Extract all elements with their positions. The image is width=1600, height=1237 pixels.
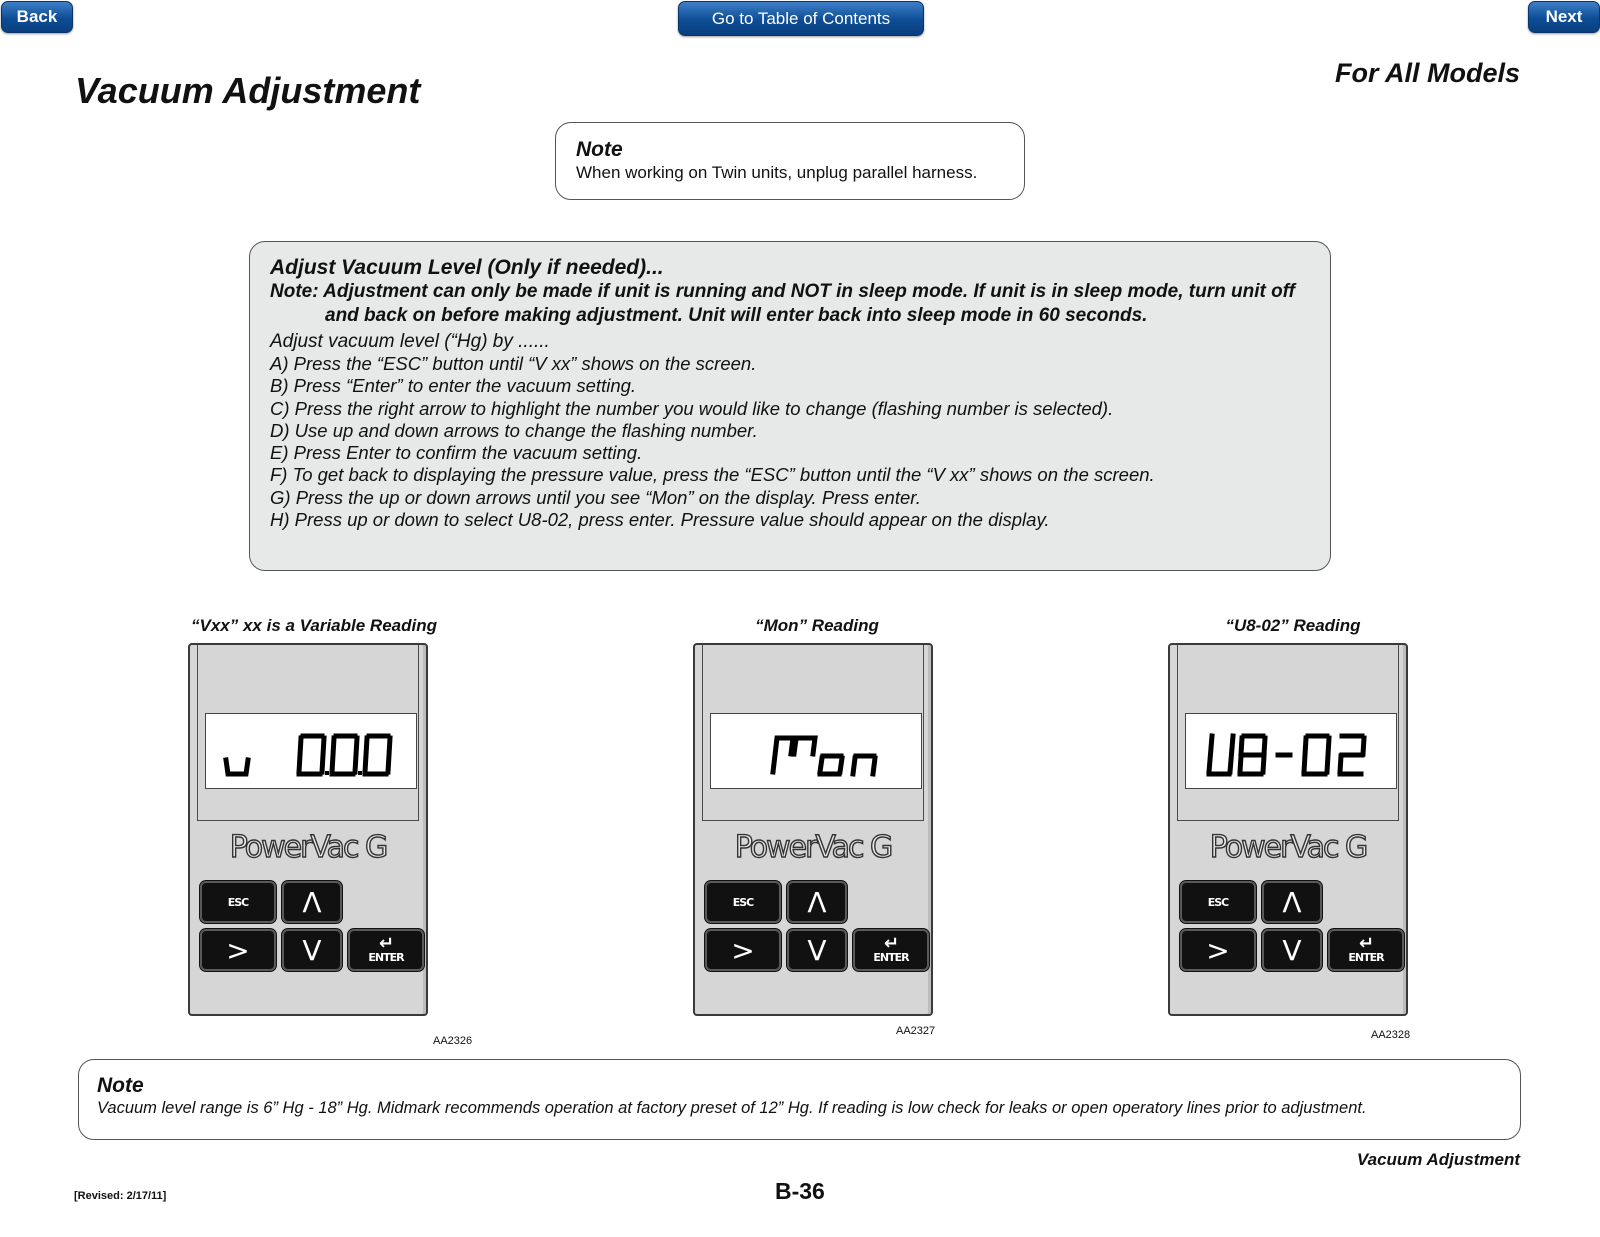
lcd-screen bbox=[1185, 713, 1397, 789]
esc-button[interactable]: ESC bbox=[200, 881, 276, 923]
models-label: For All Models bbox=[1334, 58, 1520, 88]
brand-logo: PowerVac G bbox=[229, 830, 387, 865]
figure-id: AA2326 bbox=[433, 1035, 473, 1047]
figure-id: AA2327 bbox=[896, 1025, 936, 1037]
esc-button[interactable]: ESC bbox=[1180, 881, 1256, 923]
enter-arrow-icon: ↵ bbox=[1358, 932, 1374, 954]
up-arrow-button[interactable]: Λ bbox=[282, 881, 342, 923]
enter-label: ENTER bbox=[1348, 950, 1384, 964]
down-arrow-button[interactable]: V bbox=[1262, 929, 1322, 971]
adjust-lead: Adjust vacuum level (“Hg) by ...... bbox=[270, 331, 550, 352]
up-arrow-button[interactable]: Λ bbox=[1262, 881, 1322, 923]
lcd-screen bbox=[710, 713, 922, 789]
note-text: When working on Twin units, unplug parallel harness. bbox=[576, 163, 978, 182]
right-arrow-button[interactable]: > bbox=[1180, 929, 1256, 971]
page-number: B-36 bbox=[775, 1178, 825, 1204]
next-button[interactable]: Next bbox=[1528, 1, 1600, 33]
device-u8-02 bbox=[1168, 643, 1408, 1016]
device-mon bbox=[693, 643, 933, 1016]
step-g: G) Press the up or down arrows until you see “Mon” on the display. Press enter. bbox=[270, 486, 921, 508]
enter-label: ENTER bbox=[368, 950, 404, 964]
adjust-heading: Adjust Vacuum Level (Only if needed)... bbox=[270, 256, 664, 279]
back-button[interactable]: Back bbox=[1, 1, 73, 33]
adjust-instructions bbox=[249, 241, 1331, 571]
right-arrow-button[interactable]: > bbox=[200, 929, 276, 971]
right-arrow-button[interactable]: > bbox=[705, 929, 781, 971]
brand-logo: PowerVac G bbox=[734, 830, 892, 865]
note-heading: Note bbox=[97, 1074, 144, 1097]
note-vacuum-range bbox=[78, 1059, 1521, 1140]
note-twin-units bbox=[555, 122, 1025, 200]
step-f: F) To get back to displaying the pressure value, press the “ESC” button until the “V xx” shows on the screen. bbox=[270, 464, 1155, 486]
step-a: A) Press the “ESC” button until “V xx” shows on the screen. bbox=[270, 353, 757, 374]
caption-mon: “Mon” Reading bbox=[755, 616, 879, 635]
page-title: Vacuum Adjustment bbox=[75, 70, 421, 111]
table-of-contents-button[interactable]: Go to Table of Contents bbox=[678, 1, 924, 36]
step-c: C) Press the right arrow to highlight the number you would like to change (flashing number is selected). bbox=[270, 397, 1114, 419]
step-e: E) Press Enter to confirm the vacuum setting. bbox=[270, 442, 643, 464]
device-vxx bbox=[188, 643, 428, 1016]
footer-section-title: Vacuum Adjustment bbox=[1356, 1150, 1520, 1169]
step-d: D) Use up and down arrows to change the flashing number. bbox=[270, 419, 758, 441]
adjust-note: Note: Adjustment can only be made if unit is running and NOT in sleep mode. If unit is in sleep mode, turn unit off and back on before making adjustment. Unit will enter back into sleep mode in 60 seconds. bbox=[270, 281, 1295, 326]
enter-label: ENTER bbox=[873, 950, 909, 964]
enter-button[interactable] bbox=[853, 929, 929, 971]
lcd-screen bbox=[205, 713, 417, 789]
figure-id: AA2328 bbox=[1371, 1029, 1411, 1041]
step-b: B) Press “Enter” to enter the vacuum setting. bbox=[270, 375, 637, 397]
enter-button[interactable] bbox=[348, 929, 424, 971]
up-arrow-button[interactable]: Λ bbox=[787, 881, 847, 923]
caption-vxx: “Vxx” xx is a Variable Reading bbox=[191, 616, 437, 635]
esc-button[interactable]: ESC bbox=[705, 881, 781, 923]
enter-arrow-icon: ↵ bbox=[378, 932, 394, 954]
step-h: H) Press up or down to select U8-02, press enter. Pressure value should appear on the display. bbox=[270, 509, 1050, 531]
down-arrow-button[interactable]: V bbox=[787, 929, 847, 971]
note-heading: Note bbox=[576, 138, 623, 161]
revised-date: [Revised: 2/17/11] bbox=[74, 1190, 167, 1202]
enter-button[interactable] bbox=[1328, 929, 1404, 971]
caption-u8-02: “U8-02” Reading bbox=[1225, 616, 1361, 635]
note-text: Vacuum level range is 6” Hg - 18” Hg. Midmark recommends operation at factory preset of 12” Hg. If reading is low check for leaks or open operatory lines prior to adjustment. bbox=[97, 1099, 1367, 1117]
enter-arrow-icon: ↵ bbox=[883, 932, 899, 954]
down-arrow-button[interactable]: V bbox=[282, 929, 342, 971]
brand-logo: PowerVac G bbox=[1209, 830, 1367, 865]
